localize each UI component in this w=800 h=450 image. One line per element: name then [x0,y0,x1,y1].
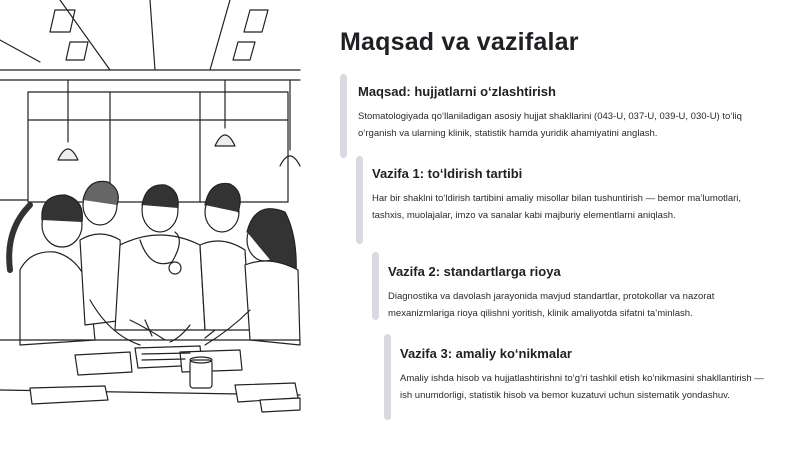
goal-block [340,74,770,158]
task-2-heading: Vazifa 2: standartlarga rioya [388,264,561,279]
goal-heading: Maqsad: hujjatlarni o‘zlashtirish [358,84,556,99]
task-1-text: Har bir shaklni to‘ldirish tartibini amaliy misollar bilan tushuntirish — bemor ma’lumotlari, tashxis, muolajalar, imzo va sanalar kabi majburiy elementlarni aniqlash. [372,193,742,221]
task-3-block [384,334,770,420]
team-sketch-image [0,0,305,420]
task-1-block [356,156,770,244]
task-2-text: Diagnostika va davolash jarayonida mavjud standartlar, protokollar va nazorat mexanizmlariga rioya qilishni yoritish, klinik amaliyotda sifatni ta’minlash. [388,291,715,319]
accent-bar [372,252,379,320]
task-3-heading: Vazifa 3: amaliy ko‘nikmalar [400,346,572,361]
team-illustration [0,0,305,420]
task-2-block [372,252,770,320]
slide-title: Maqsad va vazifalar [340,28,579,56]
accent-bar [340,74,347,158]
goal-text: Stomatologiyada qo‘llaniladigan asosiy hujjat shakllarini (043-U, 037-U, 039-U, 030-U) to‘liq o‘rganish va ularning klinik, statistik hamda yuridik ahamiyatini anglash. [358,111,742,139]
task-1-heading: Vazifa 1: to‘ldirish tartibi [372,166,523,181]
accent-bar [356,156,363,244]
accent-bar [384,334,391,420]
task-3-text: Amaliy ishda hisob va hujjatlashtirishni to‘g‘ri tashkil etish ko‘nikmasini shakllantirish — ish unumdorligi, statistik hisob va bemor kuzatuvi uchun sistematik yondashuv. [400,373,764,401]
